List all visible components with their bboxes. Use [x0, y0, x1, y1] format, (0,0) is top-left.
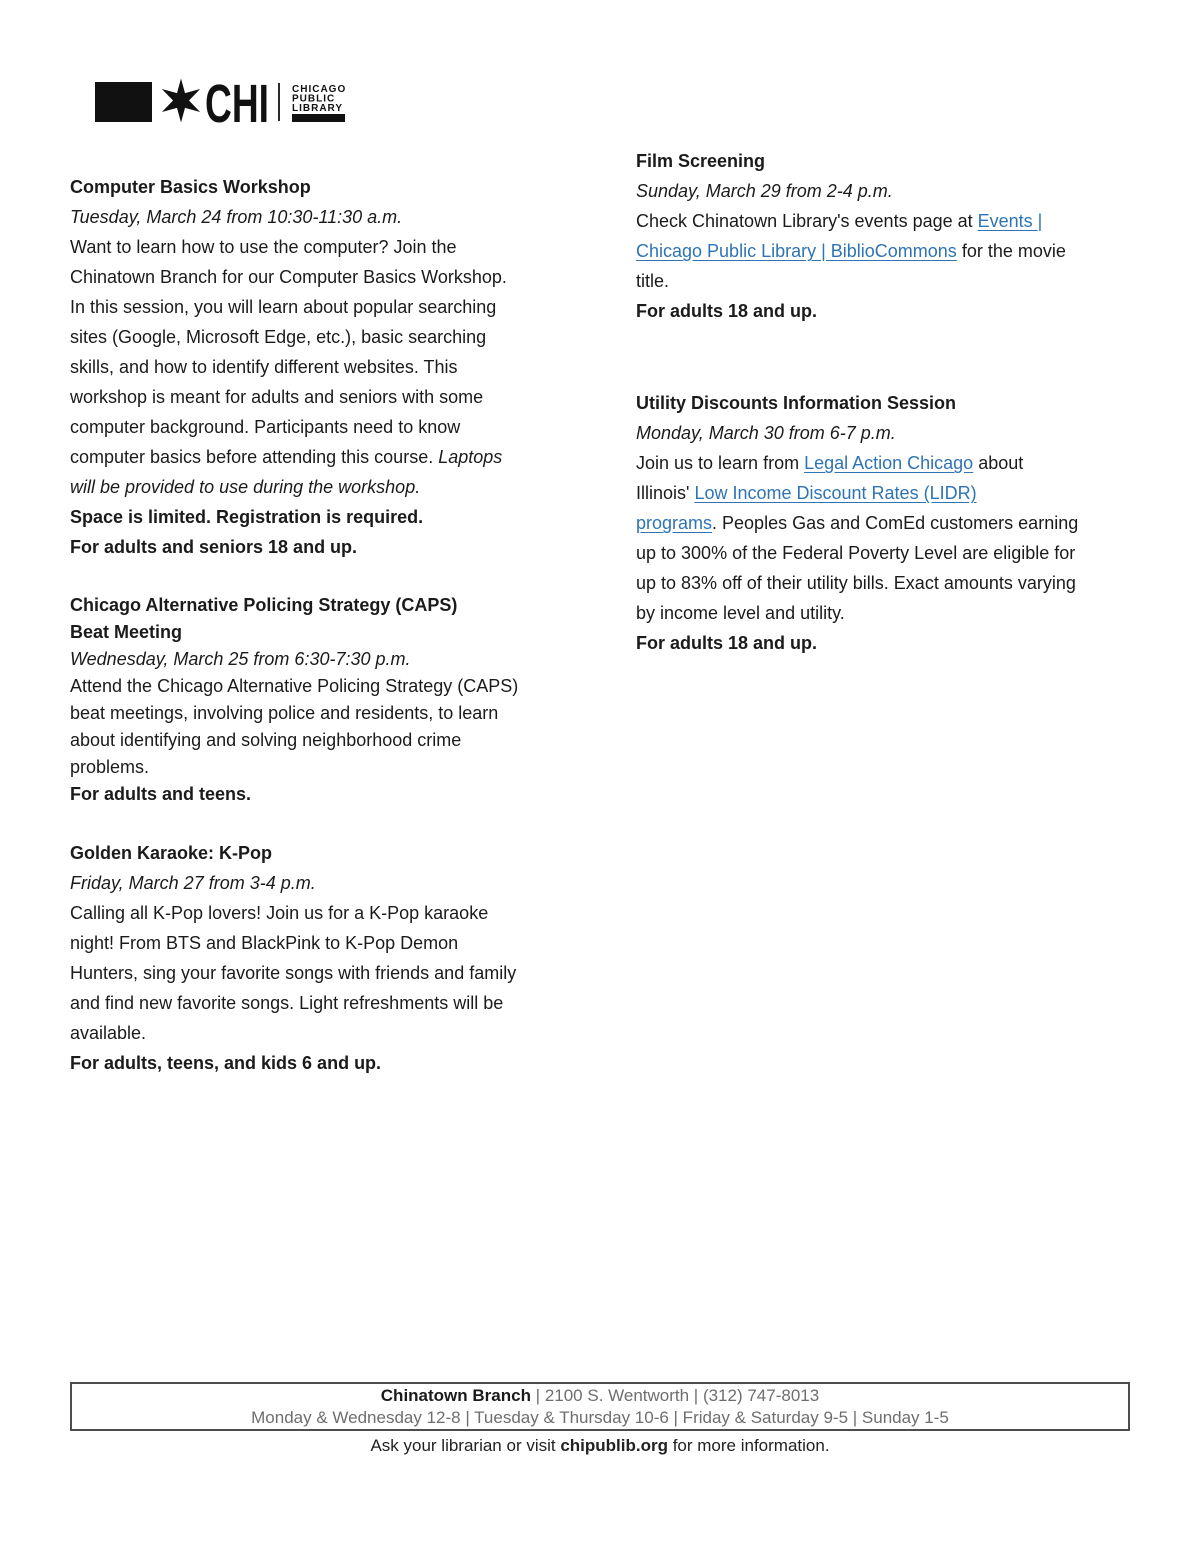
inline-link[interactable]: Chicago Public Library | BiblioCommons	[636, 241, 957, 261]
text-run: Hunters, sing your favorite songs with friends and family	[70, 963, 517, 983]
text-run: problems.	[70, 757, 150, 777]
event-title	[70, 592, 590, 646]
event-title-line: Beat Meeting	[70, 622, 183, 642]
chicago-star-icon	[162, 79, 200, 123]
text-run: up to 300% of the Federal Poverty Level are eligible for	[636, 543, 1076, 563]
cpl-wordmark-line2: PUBLIC	[292, 93, 336, 105]
body-line	[636, 266, 1141, 296]
text-run: For adults 18 and up.	[636, 633, 818, 653]
text-run: Join us to learn from	[636, 453, 805, 473]
body-line	[70, 928, 590, 958]
note-suffix: for more information.	[667, 1436, 830, 1455]
branch-details: | 2100 S. Wentworth | (312) 747-8013	[530, 1386, 820, 1405]
text-run: title.	[636, 271, 670, 291]
inline-link[interactable]: Events |	[977, 211, 1043, 231]
body-line	[636, 568, 1141, 598]
event-title-line: Chicago Alternative Policing Strategy (CAPS)	[70, 595, 458, 615]
inline-link[interactable]: Low Income Discount Rates (LIDR)	[694, 483, 977, 503]
body-line	[70, 322, 590, 352]
left-column	[70, 172, 590, 1108]
flag-rect-icon	[95, 82, 152, 122]
event-utility-discounts-information-session	[636, 388, 1141, 658]
footer-branch-line	[72, 1385, 1128, 1407]
inline-link[interactable]: Legal Action Chicago	[804, 453, 974, 473]
body-line	[70, 262, 590, 292]
text-run: In this session, you will learn about popular searching	[70, 297, 497, 317]
body-line	[70, 532, 590, 562]
text-run: beat meetings, involving police and residents, to learn	[70, 703, 499, 723]
event-body	[70, 898, 590, 1078]
event-title-line: Golden Karaoke: K-Pop	[70, 843, 273, 863]
event-film-screening	[636, 146, 1141, 326]
body-line	[636, 478, 1141, 508]
text-run: For adults 18 and up.	[636, 301, 818, 321]
text-run: available.	[70, 1023, 147, 1043]
body-line	[636, 296, 1141, 326]
text-run: night! From BTS and BlackPink to K-Pop Demon	[70, 933, 459, 953]
body-line	[70, 292, 590, 322]
text-run: Calling all K-Pop lovers! Join us for a K-Pop karaoke	[70, 903, 489, 923]
event-date: Friday, March 27 from 3-4 p.m.	[70, 873, 316, 893]
body-line	[70, 754, 590, 781]
footer-note	[0, 1436, 1200, 1456]
body-line	[70, 232, 590, 262]
event-title	[70, 838, 590, 868]
body-line	[70, 958, 590, 988]
body-line	[70, 442, 590, 472]
text-run: Illinois'	[636, 483, 695, 503]
event-date: Wednesday, March 25 from 6:30-7:30 p.m.	[70, 649, 411, 669]
text-run: Chinatown Branch for our Computer Basics Workshop.	[70, 267, 507, 287]
body-line	[70, 898, 590, 928]
event-title-line: Film Screening	[636, 151, 766, 171]
event-computer-basics-workshop	[70, 172, 590, 562]
cpl-wordmark-line3: LIBRARY	[292, 103, 344, 114]
body-line	[70, 988, 590, 1018]
note-prefix: Ask your librarian or visit	[370, 1436, 561, 1455]
text-run: for the movie	[956, 241, 1066, 261]
text-run: about	[973, 453, 1024, 473]
body-line	[70, 1048, 590, 1078]
body-line	[636, 538, 1141, 568]
event-date: Sunday, March 29 from 2-4 p.m.	[636, 181, 893, 201]
cpl-wordmark-line1: CHICAGO	[292, 84, 347, 95]
text-run: will be provided to use during the workshop.	[70, 477, 421, 497]
text-run: about identifying and solving neighborhood crime	[70, 730, 462, 750]
body-line	[70, 700, 590, 727]
footer-info-box	[70, 1382, 1130, 1431]
body-line	[70, 412, 590, 442]
body-line	[636, 206, 1141, 236]
body-line	[636, 448, 1141, 478]
right-column	[636, 146, 1141, 688]
event-body	[70, 673, 590, 808]
event-body	[636, 206, 1141, 326]
body-line	[70, 1018, 590, 1048]
body-line	[636, 628, 1141, 658]
text-run: by income level and utility.	[636, 603, 845, 623]
cpl-logo-graphic	[95, 78, 347, 124]
event-date: Tuesday, March 24 from 10:30-11:30 a.m.	[70, 207, 403, 227]
text-run: For adults, teens, and kids 6 and up.	[70, 1053, 382, 1073]
event-title-line: Computer Basics Workshop	[70, 177, 311, 197]
body-line	[636, 236, 1141, 266]
text-run: Want to learn how to use the computer? Join the	[70, 237, 457, 257]
body-line	[70, 472, 590, 502]
wordmark-underline-bar	[292, 114, 345, 122]
event-title	[70, 172, 590, 202]
body-line	[70, 781, 590, 808]
cpl-logo	[95, 78, 347, 124]
website-link[interactable]: chipublib.org	[560, 1436, 668, 1455]
text-run: sites (Google, Microsoft Edge, etc.), basic searching	[70, 327, 487, 347]
body-line	[70, 673, 590, 700]
text-run: . Peoples Gas and ComEd customers earning	[712, 513, 1079, 533]
text-run: skills, and how to identify different websites. This	[70, 357, 458, 377]
event-date: Monday, March 30 from 6-7 p.m.	[636, 423, 896, 443]
text-run: up to 83% off of their utility bills. Exact amounts varying	[636, 573, 1076, 593]
text-run: Attend the Chicago Alternative Policing Strategy (CAPS)	[70, 676, 519, 696]
body-line	[636, 508, 1141, 538]
text-run: and find new favorite songs. Light refreshments will be	[70, 993, 504, 1013]
branch-name: Chinatown Branch	[380, 1386, 531, 1405]
inline-link[interactable]: programs	[636, 513, 713, 533]
chi-wordmark: CHI	[205, 78, 269, 124]
text-run: For adults and seniors 18 and up.	[70, 537, 358, 557]
event-title-line: Utility Discounts Information Session	[636, 393, 957, 413]
body-line	[70, 352, 590, 382]
event-body	[70, 232, 590, 562]
footer-hours-line: Monday & Wednesday 12-8 | Tuesday & Thursday 10-6 | Friday & Saturday 9-5 | Sunday 1-5	[251, 1408, 949, 1427]
body-line	[70, 382, 590, 412]
text-run: Check Chinatown Library's events page at	[636, 211, 978, 231]
text-run: For adults and teens.	[70, 784, 252, 804]
text-run: computer background. Participants need to know	[70, 417, 461, 437]
event-caps-beat-meeting	[70, 592, 590, 808]
text-run: computer basics before attending this course.	[70, 447, 439, 467]
body-line	[70, 502, 590, 532]
event-golden-karaoke-k-pop	[70, 838, 590, 1078]
text-run: Laptops	[438, 447, 503, 467]
text-run: Space is limited. Registration is required.	[70, 507, 424, 527]
event-title	[636, 146, 1141, 176]
text-run: workshop is meant for adults and seniors with some	[70, 387, 484, 407]
body-line	[636, 598, 1141, 628]
body-line	[70, 727, 590, 754]
event-title	[636, 388, 1141, 418]
event-body	[636, 448, 1141, 658]
